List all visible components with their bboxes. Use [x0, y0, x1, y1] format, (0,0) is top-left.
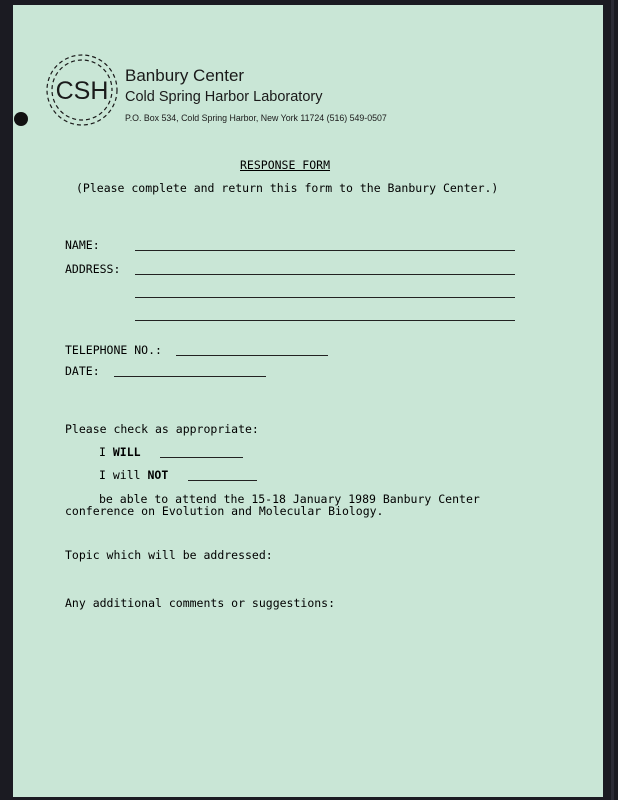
punch-hole	[14, 112, 28, 126]
center-name: Banbury Center	[125, 66, 245, 85]
topic-label: Topic which will be addressed:	[65, 548, 273, 562]
name-label: NAME:	[65, 238, 100, 252]
address-field-line-3[interactable]	[135, 320, 515, 321]
page-edge	[611, 0, 614, 800]
letterhead-address: P.O. Box 534, Cold Spring Harbor, New York 11724 (516) 549-0507	[125, 113, 387, 123]
date-field[interactable]	[114, 376, 266, 377]
address-field-line-2[interactable]	[135, 297, 515, 298]
date-label: DATE:	[65, 364, 100, 378]
will-check-field[interactable]	[160, 457, 243, 458]
telephone-label: TELEPHONE NO.:	[65, 343, 162, 357]
attend-text-line-2: conference on Evolution and Molecular Biology.	[65, 504, 384, 518]
check-prompt: Please check as appropriate:	[65, 422, 259, 436]
telephone-field[interactable]	[176, 355, 328, 356]
institution-name: Cold Spring Harbor Laboratory	[125, 89, 323, 105]
attend-text-line-1: be able to attend the 15-18 January 1989 Banbury Center	[99, 492, 480, 506]
comments-label: Any additional comments or suggestions:	[65, 596, 336, 610]
address-field-line-1[interactable]	[135, 274, 515, 275]
form-title: RESPONSE FORM	[240, 158, 331, 172]
name-field[interactable]	[135, 250, 515, 251]
will-not-check-field[interactable]	[188, 480, 257, 481]
csh-logo-icon	[42, 50, 122, 130]
will-not-option-label: I will NOT	[99, 468, 169, 482]
will-option-label: I WILL	[99, 445, 141, 459]
address-label: ADDRESS:	[65, 262, 121, 276]
logo-text: CSH	[55, 77, 109, 105]
form-instruction: (Please complete and return this form to the Banbury Center.)	[76, 181, 499, 195]
